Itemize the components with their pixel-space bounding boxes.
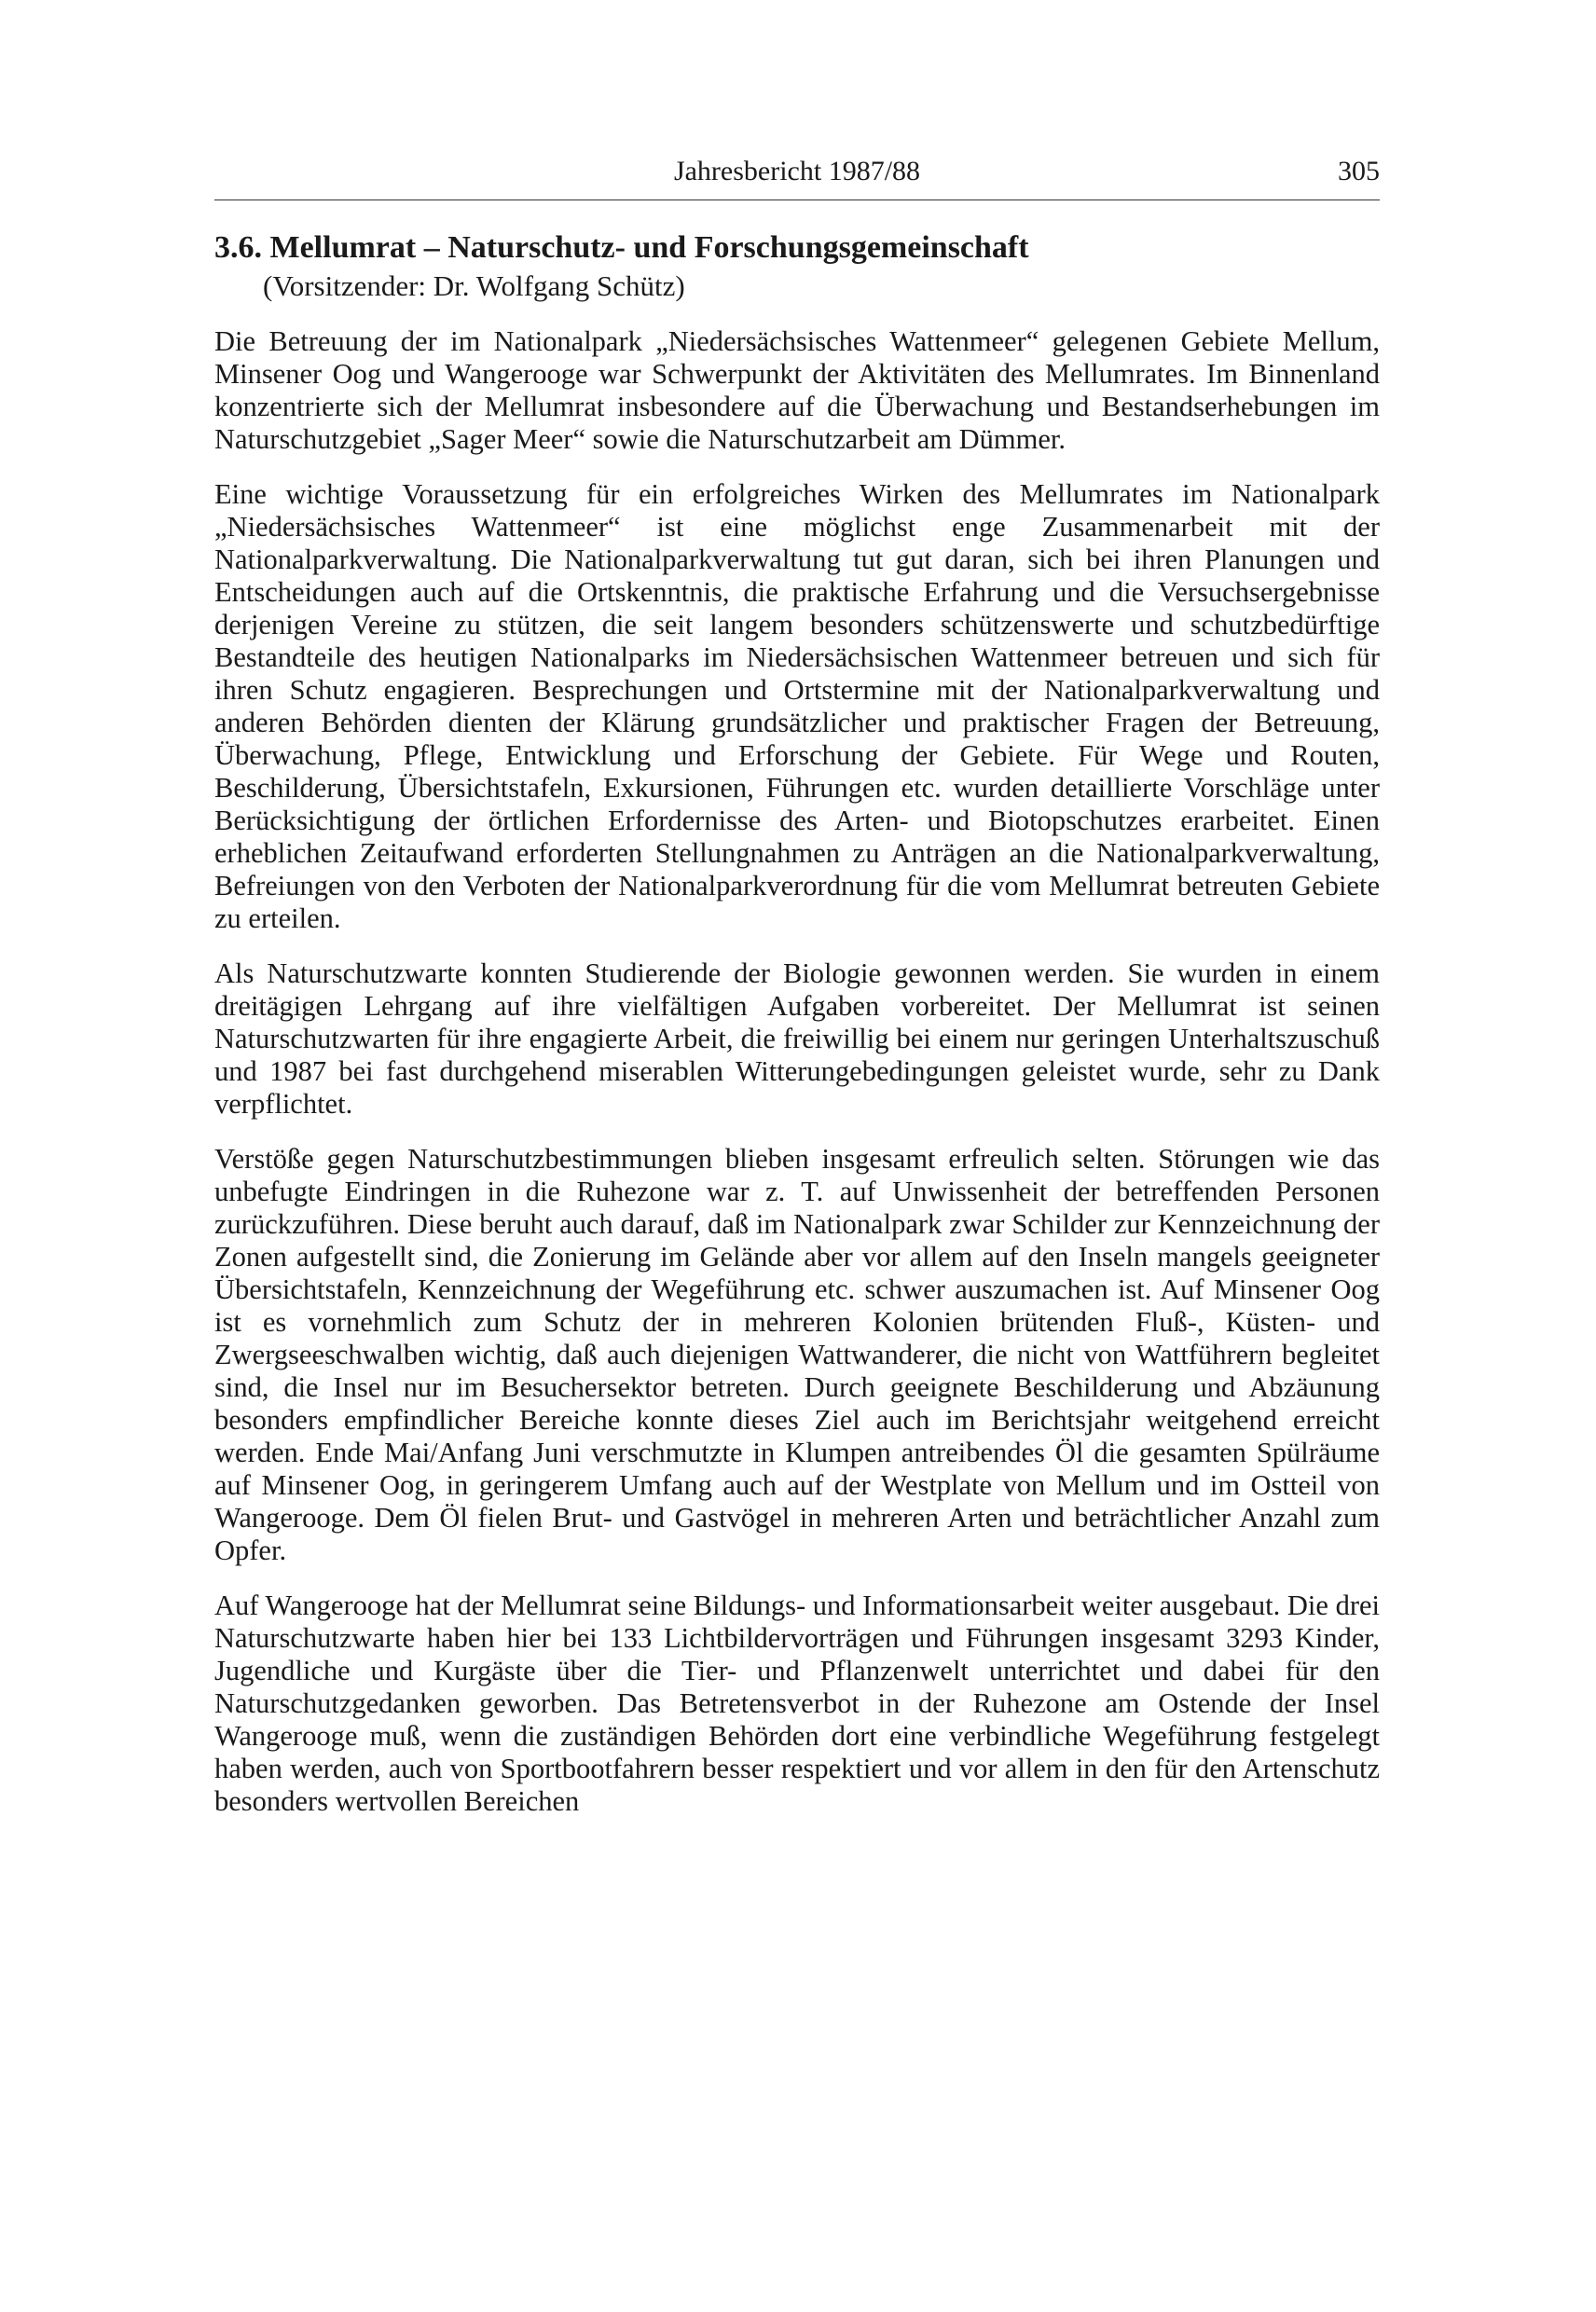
paragraph: Verstöße gegen Naturschutzbestimmungen blieben insgesamt erfreulich selten. Störungen wie das unbefugte Eindringen in die Ruhezone war z. T. auf Unwissenheit der betreffenden Personen zurückzuführen. Diese beruht auch darauf, daß im Nationalpark zwar Schilder zur Kennzeichnung der Zonen aufgestellt sind, die Zonierung im Gelände aber vor allem auf den Inseln mangels geeigneter Übersichtstafeln, Kennzeichnung der Wegeführung etc. schwer auszumachen ist. Auf Minsener Oog ist es vornehmlich zum Schutz der in mehreren Kolonien brütenden Fluß-, Küsten- und Zwergseeschwalben wichtig, daß auch diejenigen Wattwanderer, die nicht von Wattführern begleitet sind, die Insel nur im Besuchersektor betreten. Durch geeignete Beschilderung und Abzäunung besonders empfindlicher Bereiche konnte dieses Ziel auch im Berichtsjahr weitgehend erreicht werden. Ende Mai/Anfang Juni verschmutzte in Klumpen antreibendes Öl die gesamten Spülräume auf Minsener Oog, in geringerem Umfang auch auf der Westplate von Mellum und im Ostteil von Wangerooge. Dem Öl fielen Brut- und Gastvögel in mehreren Arten und beträchtlicher Anzahl zum Opfer. — [214, 1143, 1380, 1566]
paragraph: Eine wichtige Voraussetzung für ein erfolgreiches Wirken des Mellumrates im Nationalpark „Niedersächsisches Wattenmeer“ ist eine möglichst enge Zusammenarbeit mit der Nationalparkverwaltung. Die Nationalparkverwaltung tut gut daran, sich bei ihren Planungen und Entscheidungen auch auf die Ortskenntnis, die praktische Erfahrung und die Versuchsergebnisse derjenigen Vereine zu stützen, die seit langem besonders schützenswerte und schutzbedürftige Bestandteile des heutigen Nationalparks im Niedersächsischen Wattenmeer betreuen und sich für ihren Schutz engagieren. Besprechungen und Ortstermine mit der Nationalparkverwaltung und anderen Behörden dienten der Klärung grundsätzlicher und praktischer Fragen der Betreuung, Überwachung, Pflege, Entwicklung und Erforschung der Gebiete. Für Wege und Routen, Beschilderung, Übersichtstafeln, Exkursionen, Führungen etc. wurden detaillierte Vorschläge unter Berücksichtigung der örtlichen Erfordernisse des Arten- und Biotopschutzes erarbeitet. Einen erheblichen Zeitaufwand erforderten Stellungnahmen zu Anträgen an die Nationalparkverwaltung, Befreiungen von den Verboten der Nationalparkverordnung für die vom Mellumrat betreuten Gebiete zu erteilen. — [214, 478, 1380, 934]
body-text — [214, 325, 1380, 1818]
running-title: Jahresbericht 1987/88 — [673, 156, 921, 186]
running-head — [214, 149, 1380, 194]
paragraph: Die Betreuung der im Nationalpark „Niedersächsisches Wattenmeer“ gelegenen Gebiete Mellum, Minsener Oog und Wangerooge war Schwerpunkt der Aktivitäten des Mellumrates. Im Binnenland konzentrierte sich der Mellumrat insbesondere auf die Überwachung und Bestandserhebungen im Naturschutzgebiet „Sager Meer“ sowie die Naturschutzarbeit am Dümmer. — [214, 325, 1380, 455]
section-subheading: (Vorsitzender: Dr. Wolfgang Schütz) — [263, 269, 685, 302]
section-heading: 3.6. Mellumrat – Naturschutz- und Forschungsgemeinschaft — [214, 230, 1029, 265]
paragraph: Als Naturschutzwarte konnten Studierende der Biologie gewonnen werden. Sie wurden in einem dreitägigen Lehrgang auf ihre vielfältigen Aufgaben vorbereitet. Der Mellumrat ist seinen Naturschutzwarten für ihre engagierte Arbeit, die freiwillig bei einem nur geringen Unterhaltszuschuß und 1987 bei fast durchgehend miserablen Witterungebedingungen geleistet wurde, sehr zu Dank verpflichtet. — [214, 957, 1380, 1120]
paragraph: Auf Wangerooge hat der Mellumrat seine Bildungs- und Informationsarbeit weiter ausgebaut. Die drei Naturschutzwarte haben hier bei 133 Lichtbildervorträgen und Führungen insgesamt 3293 Kinder, Jugendliche und Kurgäste über die Tier- und Pflanzenwelt unterrichtet und dabei für den Naturschutzgedanken geworben. Das Betretensverbot in der Ruhezone am Ostende der Insel Wangerooge muß, wenn die zuständigen Behörden dort eine verbindliche Wegeführung festgelegt haben werden, auch von Sportbootfahrern besser respektiert und vor allem in den für den Artenschutz besonders wertvollen Bereichen — [214, 1590, 1380, 1817]
page-number: 305 — [1338, 156, 1380, 186]
document-page — [214, 149, 1380, 1840]
